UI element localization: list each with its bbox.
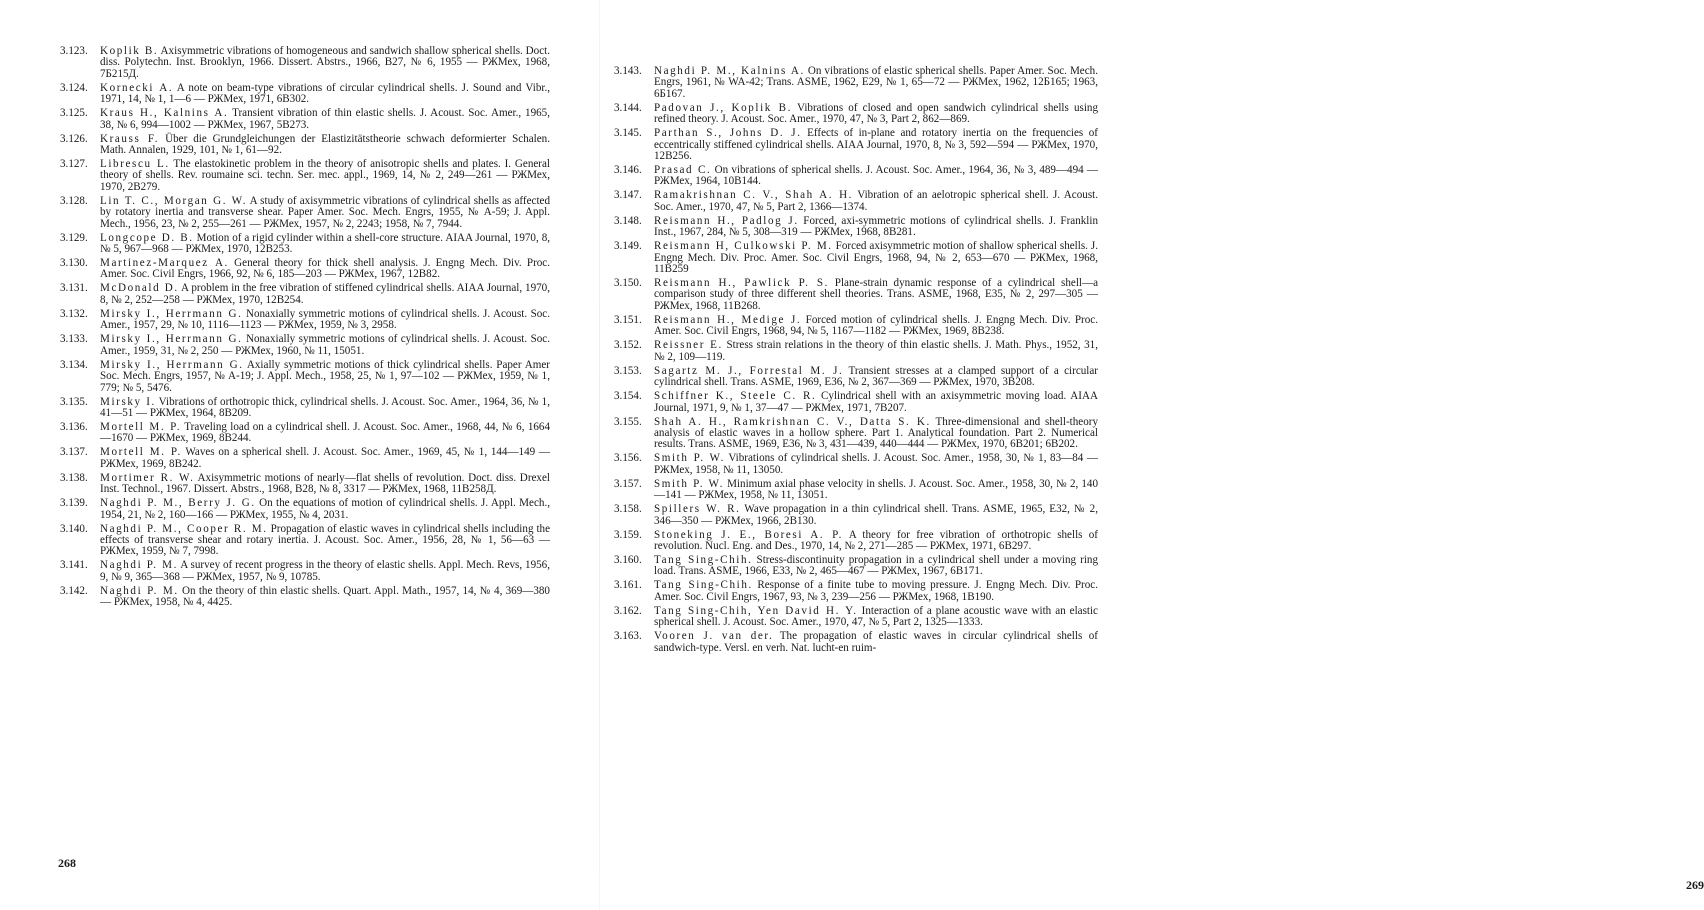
reference-authors: Mortell M. P.: [100, 420, 182, 433]
reference-entry: [614, 391, 1098, 414]
reference-number: 3.133.: [60, 333, 88, 346]
reference-text: Vibrations of orthotropic thick, cylindrical shells. J. Acoust. Soc. Amer., 1964, 36, № 1, 41—51 — РЖМех, 1964, 8В209.: [100, 395, 550, 419]
reference-text: Forced, axi-symmetric motions of cylindrical shells. J. Franklin Inst., 1967, 284, № 5, 308—319 — РЖМех, 1968, 8В281.: [654, 214, 1098, 239]
reference-text: Forced motion of cylindrical shells. J. Engng Mech. Div. Proc. Amer. Soc. Civil Engrs, 1968, 94, № 5, 1167—1182 — РЖМех, 1969, 8В238.: [654, 313, 1098, 338]
reference-entry: [614, 190, 1098, 213]
reference-number: 3.148.: [614, 214, 642, 227]
reference-number: 3.151.: [614, 313, 642, 326]
reference-authors: Naghdi P. M., Kalnins A.: [654, 65, 805, 77]
reference-entry: [60, 586, 550, 609]
reference-text: A theory for free vibration of orthotropic shells of revolution. Nucl. Eng. and Des., 1970, 14, № 2, 271—285 — РЖМех, 1971, 6В297.: [654, 528, 1098, 552]
reference-entry: [614, 241, 1098, 275]
reference-number: 3.147.: [614, 189, 642, 202]
reference-text: Stress strain relations in the theory of thin elastic shells. J. Math. Phys., 1952, 31, № 2, 109—119.: [654, 339, 1098, 363]
reference-text: Forced axisymmetric motion of shallow spherical shells. J. Engng Mech. Div. Proc. Amer. Soc. Civil Engrs, 1968, 94, № 2, 653—670 — РЖМех, 1968, 11В259: [654, 240, 1098, 276]
page-number: 269: [1686, 878, 1704, 892]
reference-number: 3.155.: [614, 415, 642, 428]
reference-text: Axisymmetric motions of nearly—flat shells of revolution. Doct. diss. Drexel Inst. Technol., 1967. Dissert. Abstrs., 1968, B28, № 8, 3317 — РЖМех, 1968, 11В258Д.: [100, 471, 550, 496]
reference-number: 3.141.: [60, 559, 88, 572]
reference-authors: Naghdi P. M.: [100, 584, 179, 597]
reference-authors: Mortell M. P.: [100, 446, 182, 459]
reference-text: Stress-discontinuity propagation in a cylindrical shell under a moving ring load. Trans. ASME, 1966, E33, № 2, 465—467 — РЖМех, 1967, 6В171.: [654, 553, 1098, 578]
reference-text: Nonaxially symmetric motions of cylindrical shells. J. Acoust. Soc. Amer., 1957, 29, № 10, 1116—1123 — РЖМех, 1959, № 3, 2958.: [100, 307, 550, 332]
reference-entry: [614, 453, 1098, 476]
reference-authors: Librescu L.: [100, 158, 170, 171]
page-number: 268: [58, 856, 76, 870]
reference-text: A survey of recent progress in the theory of elastic shells. Appl. Mech. Revs, 1956, 9, № 9, 365—368 — РЖМех, 1957, № 9, 10785.: [100, 559, 550, 583]
reference-text: Vibrations of closed and open sandwich cylindrical shells using refined theory. J. Acoust. Soc. Amer., 1970, 47, № 3, Part 2, 862—869.: [654, 101, 1098, 126]
reference-text: Motion of a rigid cylinder within a shell-core structure. AIAA Journal, 1970, 8, № 5, 967—968 — РЖМех, 1970, 12В253.: [100, 231, 551, 256]
reference-authors: Shah A. H., Ramkrishnan C. V., Datta S. K.: [654, 415, 931, 428]
reference-number: 3.127.: [60, 158, 88, 171]
reference-authors: Padovan J., Koplik B.: [654, 101, 793, 114]
reference-authors: Tang Sing-Chih.: [654, 579, 753, 592]
reference-authors: Tang Sing-Chih, Yen David H. Y.: [654, 604, 858, 617]
reference-text: Response of a finite tube to moving pressure. J. Engng Mech. Div. Proc. Amer. Soc. Civil Engrs, 1967, 93, № 3, 239—256 — РЖМех, 1968, 1В190.: [654, 579, 1098, 603]
reference-number: 3.144.: [614, 101, 642, 114]
reference-number: 3.157.: [614, 477, 642, 490]
reference-authors: Naghdi P. M., Berry J. G.: [100, 497, 256, 510]
reference-number: 3.150.: [614, 277, 642, 290]
reference-entry: [614, 103, 1098, 126]
reference-entry: [60, 283, 550, 306]
reference-number: 3.126.: [60, 132, 88, 145]
reference-entry: [614, 278, 1098, 312]
reference-number: 3.161.: [614, 579, 642, 592]
reference-authors: McDonald D.: [100, 282, 179, 295]
reference-entry: [614, 216, 1098, 239]
reference-number: 3.123.: [60, 45, 88, 57]
reference-authors: Stoneking J. E., Boresi A. P.: [654, 528, 844, 541]
reference-text: Transient stresses at a clamped support of a circular cylindrical shell. Trans. ASME, 1969, E36, № 2, 367—369 — РЖМех, 1970, 3В208.: [654, 364, 1098, 389]
reference-list: [614, 66, 1098, 657]
reference-entry: [60, 159, 550, 193]
reference-text: Nonaxially symmetric motions of cylindrical shells. J. Acoust. Soc. Amer., 1959, 31, № 2, 250 — РЖМех, 1960, № 11, 15051.: [100, 333, 550, 357]
reference-number: 3.137.: [60, 446, 88, 459]
reference-authors: Reismann H., Padlog J.: [654, 214, 799, 227]
reference-number: 3.160.: [614, 553, 642, 566]
reference-text: On vibrations of elastic spherical shells. Paper Amer. Soc. Mech. Engrs, 1961, № WA-42; Trans. ASME, 1962, E29, № 1, 65—72 — РЖМех, 1962, 12Б165; 1963, 6Б167.: [654, 65, 1098, 100]
reference-text: A study of axisymmetric vibrations of cylindrical shells as affected by rotatory inertia and transverse shear. Paper Amer. Soc. Mech. Engrs, 1955, № A-59; J. Appl. Mech., 1956, 23, № 2, 255—261 — РЖМех, 1957, № 2, 2243; 1958, № 7, 7944.: [100, 194, 551, 230]
reference-text: General theory for thick shell analysis. J. Engng Mech. Div. Proc. Amer. Soc. Civil Engrs, 1966, 92, № 6, 185—203 — РЖМех, 1967, 12В82.: [100, 257, 551, 281]
reference-entry: [614, 128, 1098, 162]
reference-text: On the equations of motion of cylindrical shells. J. Appl. Mech., 1954, 21, № 2, 160—166 — РЖМех, 1955, № 4, 2031.: [100, 497, 550, 521]
reference-number: 3.138.: [60, 471, 88, 484]
reference-authors: Koplik B.: [100, 45, 159, 57]
reference-text: A note on beam-type vibrations of circular cylindrical shells. J. Sound and Vibr., 1971, 14, № 1, 1—6 — РЖМех, 1971, 6В302.: [100, 81, 550, 106]
reference-authors: Kraus H., Kalnins A.: [100, 107, 229, 120]
reference-authors: Schiffner K., Steele C. R.: [654, 390, 817, 403]
reference-authors: Mirsky I.: [100, 395, 156, 408]
reference-entry: [614, 315, 1098, 338]
reference-number: 3.142.: [60, 584, 88, 597]
reference-text: Interaction of a plane acoustic wave with an elastic spherical shell. J. Acoust. Soc. Amer., 1970, 47, № 5, Part 2, 1325—1333.: [654, 604, 1098, 629]
reference-authors: Krauss F.: [100, 132, 160, 145]
reference-authors: Smith P. W.: [654, 477, 724, 490]
reference-text: The propagation of elastic waves in circular cylindrical shells of sandwich-type. Versl. en verh. Nat. lucht-en ruim-: [654, 630, 1098, 654]
reference-authors: Mortimer R. W.: [100, 471, 195, 484]
reference-text: The elastokinetic problem in the theory of anisotropic shells and plates. I. General theory of shells. Rev. roumaine sci. techn. Ser. mec. appl., 1969, 14, № 2, 249—261 — РЖМех, 1970, 2В279.: [100, 158, 550, 193]
reference-authors: Smith P. W.: [654, 452, 725, 465]
reference-authors: Mirsky I., Herrmann G.: [100, 358, 244, 371]
reference-entry: [60, 233, 550, 256]
reference-entry: [614, 165, 1098, 188]
reference-list: [60, 46, 550, 611]
reference-entry: [614, 417, 1098, 451]
reference-entry: [60, 447, 550, 470]
reference-entry: [60, 422, 550, 445]
reference-number: 3.128.: [60, 194, 88, 207]
reference-entry: [60, 360, 550, 394]
reference-authors: Lin T. C., Morgan G. W.: [100, 194, 248, 207]
reference-authors: Mirsky I., Herrmann G.: [100, 307, 243, 320]
reference-entry: [614, 340, 1098, 363]
reference-text: A problem in the free vibration of stiffened cylindrical shells. AIAA Journal, 1970, 8, № 2, 252—258 — РЖМех, 1970, 12В254.: [100, 282, 550, 306]
reference-text: Wave propagation in a thin cylindrical shell. Trans. ASME, 1965, E32, № 2, 346—350 — РЖМех, 1966, 2В130.: [654, 503, 1099, 527]
reference-entry: [614, 504, 1098, 527]
reference-entry: [60, 498, 550, 521]
reference-entry: [60, 134, 550, 157]
reference-authors: Reismann H., Medige J.: [654, 313, 802, 326]
reference-number: 3.130.: [60, 257, 88, 270]
reference-number: 3.140.: [60, 522, 88, 535]
reference-authors: Spillers W. R.: [654, 503, 741, 516]
reference-entry: [614, 555, 1098, 578]
reference-text: Cylindrical shell with an axisymmetric moving load. AIAA Journal, 1971, 9, № 1, 37—47 — РЖМех, 1971, 7В207.: [654, 390, 1098, 414]
reference-number: 3.136.: [60, 420, 88, 433]
reference-number: 3.124.: [60, 81, 88, 94]
reference-number: 3.152.: [614, 339, 642, 352]
reference-entry: [614, 580, 1098, 603]
reference-number: 3.153.: [614, 364, 642, 377]
reference-authors: Kornecki A.: [100, 81, 174, 94]
reference-text: Three-dimensional and shell-theory analysis of elastic waves in a hollow sphere. Part 1. Analytical foundation. Part 2. Numerical results. Trans. ASME, 1969, E36, № 3, 431—439, 440—444 — РЖМех, 1970, 6В201; 6В202.: [654, 415, 1099, 451]
reference-text: Axially symmetric motions of thick cylindrical shells. Paper Amer Soc. Mech. Engrs, 1957, № A-19; J. Appl. Mech., 1958, 25, № 1, 97—102 — РЖМех, 1959, № 1, 779; № 5, 5476.: [100, 358, 550, 394]
reference-entry: [60, 83, 550, 106]
reference-authors: Naghdi P. M.: [100, 559, 178, 572]
reference-authors: Tang Sing-Chih.: [654, 553, 753, 566]
reference-entry: [60, 334, 550, 357]
reference-entry: [60, 473, 550, 496]
reference-text: Waves on a spherical shell. J. Acoust. Soc. Amer., 1969, 45, № 1, 144—149 — РЖМех, 1969, 8В242.: [100, 446, 550, 470]
reference-text: Axisymmetric vibrations of homogeneous and sandwich shallow spherical shells. Doct. diss. Polytechn. Inst. Brooklyn, 1966. Dissert. Abstrs., 1966, B27, № 6, 1955 — РЖМех, 1968, 7Б215Д.: [100, 45, 550, 80]
reference-authors: Parthan S., Johns D. J.: [654, 127, 802, 140]
reference-entry: [60, 524, 550, 558]
reference-entry: [614, 631, 1098, 654]
reference-authors: Vooren J. van der.: [654, 630, 774, 643]
reference-authors: Martinez-Marquez A.: [100, 257, 229, 270]
left-page: [0, 0, 600, 910]
reference-authors: Naghdi P. M., Cooper R. M.: [100, 522, 268, 535]
reference-entry: [60, 397, 550, 420]
reference-number: 3.158.: [614, 503, 642, 516]
reference-text: On the theory of thin elastic shells. Quart. Appl. Math., 1957, 14, № 4, 369—380 — РЖМех, 1958, № 4, 4425.: [100, 584, 550, 609]
reference-text: Transient vibration of thin elastic shells. J. Acoust. Soc. Amer., 1965, 38, № 6, 994—1002 — РЖМех, 1967, 5В273.: [100, 107, 550, 131]
reference-number: 3.132.: [60, 307, 88, 320]
reference-text: Effects of in-plane and rotatory inertia on the frequencies of eccentrically stiffened cylindrical shells. AIAA Journal, 1970, 8, № 3, 592—594 — РЖМех, 1970, 12В256.: [654, 127, 1098, 163]
reference-text: Propagation of elastic waves in cylindrical shells including the effects of transverse shear and rotary inertia. J. Acoust. Soc. Amer., 1956, 28, № 1, 56—63 — РЖМех, 1959, № 7, 7998.: [100, 522, 550, 558]
reference-text: Minimum axial phase velocity in shells. J. Acoust. Soc. Amer., 1958, 30, № 2, 140—141 — РЖМех, 1958, № 11, 13051.: [654, 477, 1099, 502]
reference-entry: [60, 309, 550, 332]
reference-number: 3.149.: [614, 240, 642, 253]
reference-text: Vibrations of cylindrical shells. J. Acoust. Soc. Amer., 1958, 30, № 1, 83—84 — РЖМех, 1958, № 11, 13050.: [654, 452, 1098, 476]
reference-entry: [60, 258, 550, 281]
reference-entry: [614, 366, 1098, 389]
reference-authors: Mirsky I., Herrmann G.: [100, 333, 243, 346]
reference-authors: Reismann H, Culkowski P. M.: [654, 240, 833, 253]
reference-text: On vibrations of spherical shells. J. Acoust. Soc. Amer., 1964, 36, № 3, 489—494 — РЖМех, 1964, 10В144.: [654, 164, 1098, 188]
reference-number: 3.135.: [60, 395, 88, 408]
reference-entry: [614, 606, 1098, 629]
reference-authors: Reismann H., Pawlick P. S.: [654, 277, 830, 290]
reference-entry: [60, 196, 550, 230]
reference-number: 3.162.: [614, 604, 642, 617]
reference-number: 3.156.: [614, 452, 642, 465]
reference-number: 3.131.: [60, 282, 88, 295]
reference-authors: Longcope D. B.: [100, 231, 194, 244]
reference-authors: Reissner E.: [654, 339, 723, 352]
reference-entry: [614, 66, 1098, 100]
reference-text: Plane-strain dynamic response of a cylindrical shell—a comparison study of three different shell theories. Trans. ASME, 1968, E35, № 2, 297—305 — РЖМех, 1968, 11В268.: [654, 277, 1098, 312]
reference-number: 3.125.: [60, 107, 88, 120]
reference-number: 3.146.: [614, 164, 642, 177]
reference-authors: Prasad C.: [654, 164, 712, 177]
reference-authors: Ramakrishnan C. V., Shah A. H.: [654, 189, 854, 202]
reference-number: 3.163.: [614, 630, 642, 643]
reference-entry: [60, 108, 550, 131]
reference-number: 3.145.: [614, 127, 642, 140]
reference-number: 3.154.: [614, 390, 642, 403]
reference-number: 3.143.: [614, 65, 642, 77]
reference-number: 3.134.: [60, 358, 88, 371]
reference-entry: [60, 46, 550, 80]
reference-entry: [614, 479, 1098, 502]
reference-entry: [60, 560, 550, 583]
reference-number: 3.129.: [60, 231, 88, 244]
reference-authors: Sagartz M. J., Forrestal M. J.: [654, 364, 844, 377]
reference-text: Über die Grundgleichungen der Elastizitätstheorie schwach deformierter Schalen. Math. Annalen, 1929, 101, № 1, 61—92.: [100, 132, 550, 157]
reference-entry: [614, 530, 1098, 553]
reference-number: 3.159.: [614, 528, 642, 541]
reference-text: Traveling load on a cylindrical shell. J. Acoust. Soc. Amer., 1968, 44, № 6, 1664—1670 — РЖМех, 1969, 8В244.: [100, 420, 551, 445]
reference-number: 3.139.: [60, 497, 88, 510]
reference-text: Vibration of an aelotropic spherical shell. J. Acoust. Soc. Amer., 1970, 47, № 5, Part 2, 1366—1374.: [654, 189, 1099, 213]
